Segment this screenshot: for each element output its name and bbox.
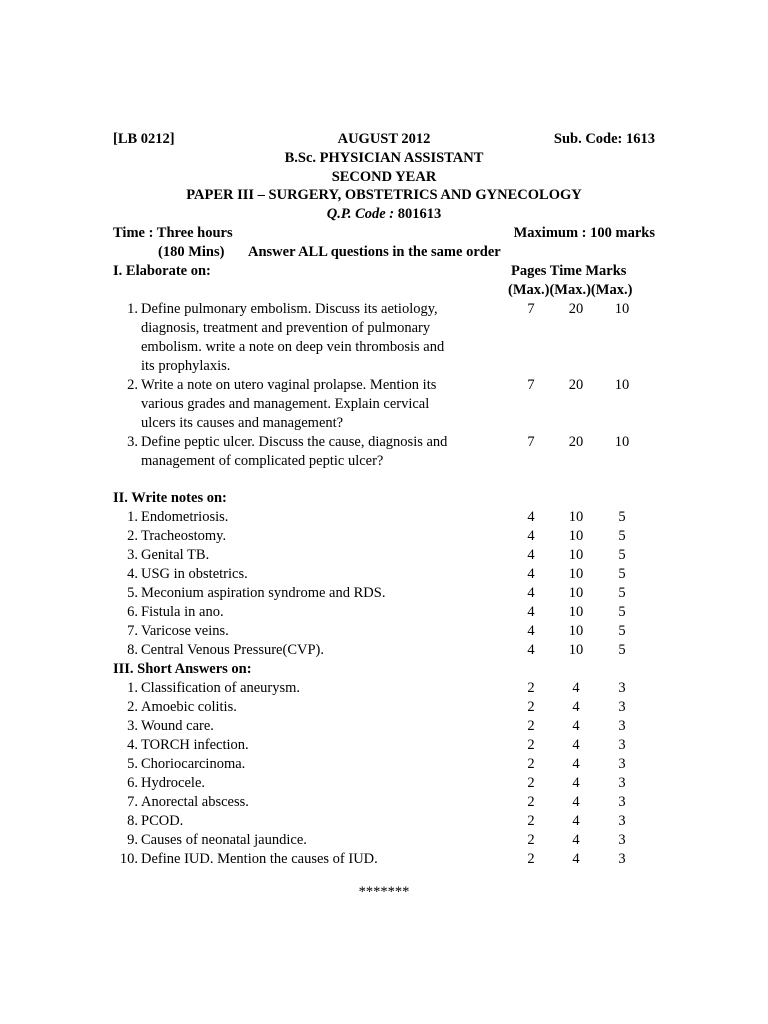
- marks-value: 10: [614, 377, 630, 393]
- question-text: Fistula in ano.: [141, 604, 224, 620]
- instruction: Answer ALL questions in the same order: [248, 244, 501, 260]
- question-text: Choriocarcinoma.: [141, 756, 246, 772]
- question-text: Define IUD. Mention the causes of IUD.: [141, 851, 378, 867]
- time-value: 10: [568, 547, 584, 563]
- question-text: management of complicated peptic ulcer?: [141, 453, 384, 469]
- pages-value: 2: [527, 794, 535, 810]
- question-text: its prophylaxis.: [141, 358, 231, 374]
- marks-value: 3: [618, 794, 626, 810]
- time-value: 10: [568, 509, 584, 525]
- section-title: I. Elaborate on:: [113, 263, 211, 279]
- pages-value: 7: [527, 377, 535, 393]
- question-number: 2.: [127, 377, 138, 393]
- pages-value: 7: [527, 434, 535, 450]
- marks-value: 3: [618, 699, 626, 715]
- paper-title: PAPER III – SURGERY, OBSTETRICS AND GYNECOLOGY: [186, 187, 582, 203]
- time-value: 20: [568, 301, 584, 317]
- marks-value: 3: [618, 775, 626, 791]
- pages-value: 2: [527, 756, 535, 772]
- pages-value: 4: [527, 604, 535, 620]
- question-number: 6.: [127, 775, 138, 791]
- time-mins: (180 Mins): [158, 244, 225, 260]
- question-text: ulcers its causes and management?: [141, 415, 344, 431]
- time-value: 10: [568, 585, 584, 601]
- question-text: various grades and management. Explain cervical: [141, 396, 430, 412]
- marks-value: 3: [618, 718, 626, 734]
- question-number: 3.: [127, 718, 138, 734]
- time-value: 10: [568, 623, 584, 639]
- exam-code: [LB 0212]: [113, 131, 175, 147]
- question-text: Write a note on utero vaginal prolapse. Mention its: [141, 377, 437, 393]
- pages-value: 4: [527, 509, 535, 525]
- marks-value: 5: [618, 623, 626, 639]
- pages-value: 2: [527, 813, 535, 829]
- pages-value: 2: [527, 832, 535, 848]
- time-label: Time : Three hours: [113, 225, 233, 241]
- marks-value: 5: [618, 509, 626, 525]
- question-number: 4.: [127, 737, 138, 753]
- marks-value: 5: [618, 566, 626, 582]
- time-value: 4: [572, 699, 580, 715]
- question-text: Causes of neonatal jaundice.: [141, 832, 307, 848]
- marks-value: 10: [614, 434, 630, 450]
- time-value: 4: [572, 756, 580, 772]
- pages-value: 4: [527, 642, 535, 658]
- marks-value: 3: [618, 737, 626, 753]
- time-value: 10: [568, 642, 584, 658]
- question-number: 1.: [127, 680, 138, 696]
- question-number: 3.: [127, 434, 138, 450]
- marks-value: 3: [618, 756, 626, 772]
- time-value: 4: [572, 680, 580, 696]
- question-number: 6.: [127, 604, 138, 620]
- pages-value: 4: [527, 566, 535, 582]
- question-text: Tracheostomy.: [141, 528, 227, 544]
- question-text: Endometriosis.: [141, 509, 229, 525]
- question-number: 5.: [127, 756, 138, 772]
- question-number: 8.: [127, 642, 138, 658]
- sub-code: Sub. Code: 1613: [553, 131, 655, 147]
- question-number: 7.: [127, 623, 138, 639]
- question-number: 10.: [119, 851, 138, 867]
- marks-value: 5: [618, 604, 626, 620]
- question-number: 1.: [127, 509, 138, 525]
- time-value: 10: [568, 604, 584, 620]
- column-header: (Max.)(Max.)(Max.): [508, 282, 633, 298]
- question-number: 8.: [127, 813, 138, 829]
- marks-value: 5: [618, 528, 626, 544]
- time-value: 4: [572, 813, 580, 829]
- qp-label: Q.P. Code :: [326, 206, 395, 222]
- question-text: Classification of aneurysm.: [141, 680, 301, 696]
- marks-value: 3: [618, 813, 626, 829]
- pages-value: 4: [527, 528, 535, 544]
- marks-value: 5: [618, 585, 626, 601]
- question-text: embolism. write a note on deep vein thrombosis and: [141, 339, 445, 355]
- question-number: 2.: [127, 699, 138, 715]
- question-number: 9.: [127, 832, 138, 848]
- question-text: Central Venous Pressure(CVP).: [141, 642, 324, 658]
- pages-value: 2: [527, 718, 535, 734]
- question-number: 5.: [127, 585, 138, 601]
- marks-value: 3: [618, 851, 626, 867]
- question-text: Meconium aspiration syndrome and RDS.: [141, 585, 386, 601]
- question-number: 3.: [127, 547, 138, 563]
- marks-value: 5: [618, 642, 626, 658]
- question-text: Wound care.: [141, 718, 214, 734]
- column-header: Pages Time Marks: [511, 263, 627, 279]
- time-value: 4: [572, 851, 580, 867]
- exam-month: AUGUST 2012: [337, 131, 431, 147]
- qp-code: [84, 205, 684, 223]
- pages-value: 4: [527, 623, 535, 639]
- pages-value: 4: [527, 585, 535, 601]
- pages-value: 2: [527, 851, 535, 867]
- marks-value: 5: [618, 547, 626, 563]
- question-text: Define peptic ulcer. Discuss the cause, diagnosis and: [141, 434, 448, 450]
- qp-value: 801613: [397, 206, 442, 222]
- time-value: 4: [572, 737, 580, 753]
- question-text: USG in obstetrics.: [141, 566, 248, 582]
- marks-value: 3: [618, 832, 626, 848]
- question-number: 4.: [127, 566, 138, 582]
- marks-value: 10: [614, 301, 630, 317]
- time-value: 10: [568, 566, 584, 582]
- time-value: 4: [572, 775, 580, 791]
- question-text: Hydrocele.: [141, 775, 206, 791]
- time-value: 4: [572, 832, 580, 848]
- question-text: Define pulmonary embolism. Discuss its aetiology,: [141, 301, 438, 317]
- footer-mark: *******: [358, 884, 410, 900]
- question-number: 7.: [127, 794, 138, 810]
- question-number: 2.: [127, 528, 138, 544]
- pages-value: 7: [527, 301, 535, 317]
- pages-value: 2: [527, 680, 535, 696]
- pages-value: 2: [527, 775, 535, 791]
- time-value: 4: [572, 718, 580, 734]
- time-value: 10: [568, 528, 584, 544]
- question-text: Varicose veins.: [141, 623, 229, 639]
- pages-value: 2: [527, 699, 535, 715]
- year-title: SECOND YEAR: [331, 169, 437, 185]
- time-value: 20: [568, 377, 584, 393]
- question-text: Amoebic colitis.: [141, 699, 237, 715]
- section-title: II. Write notes on:: [113, 490, 227, 506]
- max-marks: Maximum : 100 marks: [513, 225, 655, 241]
- pages-value: 2: [527, 737, 535, 753]
- course-title: B.Sc. PHYSICIAN ASSISTANT: [284, 150, 484, 166]
- section-title: III. Short Answers on:: [113, 661, 252, 677]
- time-value: 20: [568, 434, 584, 450]
- question-number: 1.: [127, 301, 138, 317]
- question-text: Anorectal abscess.: [141, 794, 249, 810]
- question-text: TORCH infection.: [141, 737, 249, 753]
- pages-value: 4: [527, 547, 535, 563]
- marks-value: 3: [618, 680, 626, 696]
- question-text: Genital TB.: [141, 547, 210, 563]
- time-value: 4: [572, 794, 580, 810]
- question-text: diagnosis, treatment and prevention of pulmonary: [141, 320, 431, 336]
- question-text: PCOD.: [141, 813, 184, 829]
